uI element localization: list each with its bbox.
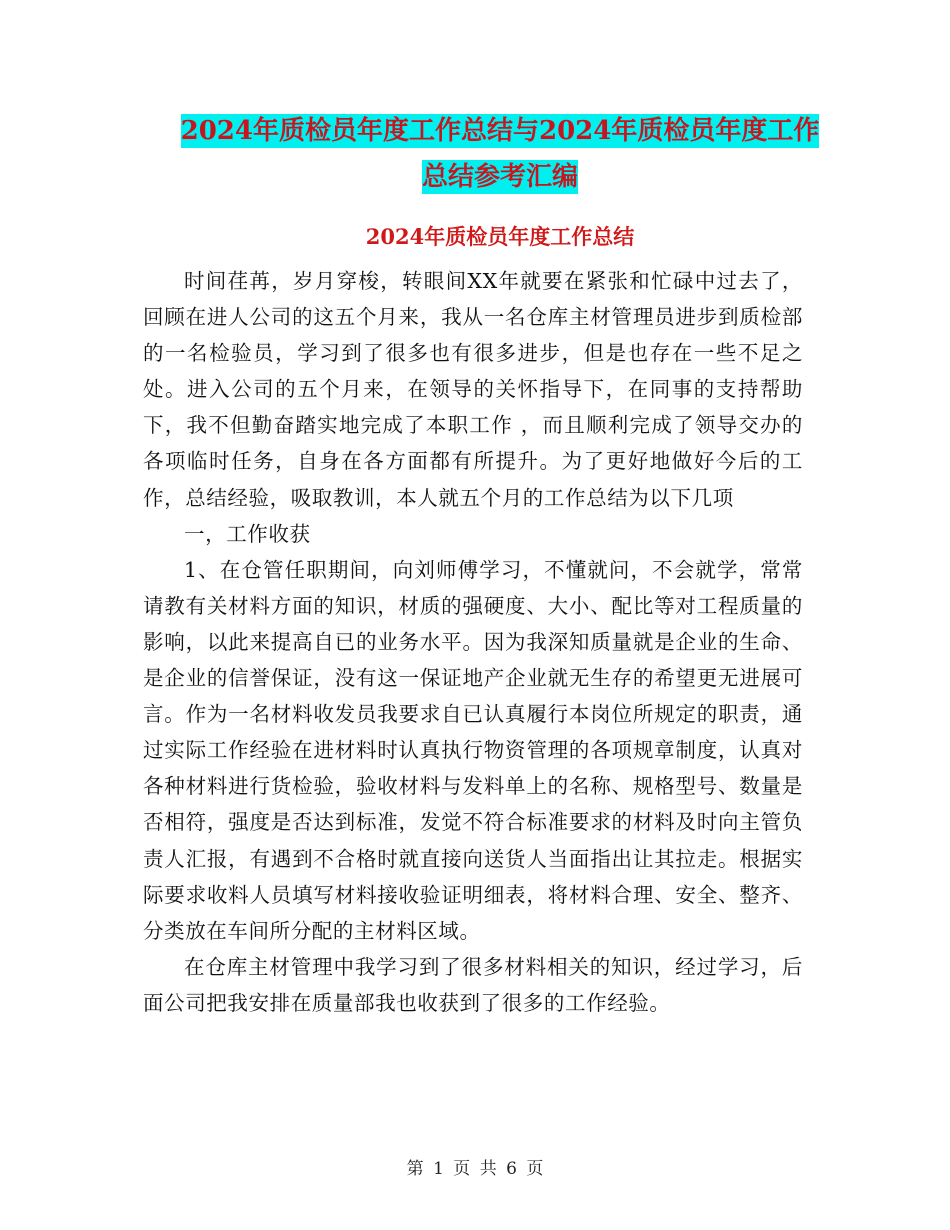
paragraph-heading: 一，工作收获	[184, 521, 311, 546]
paragraph-item-1: 1、在仓管任职期间，向刘师傅学习，不懂就问，不会就学，常常请教有关材料方面的知识，材质的强硬度、大小、配比等对工程质量的影响，以此来提高自已的业务水平。因为我深知质量就是企业的生命、是企业的信誉保证，没有这一保证地产企业就无生存的希望更无进展可言。作为一名材料收发员我要求自已认真履行本岗位所规定的职责，通过实际工作经验在进材料时认真执行物资管理的各项规章制度，认真对各种材料进行货检验，验收材料与发料单上的名称、规格型号、数量是否相符，强度是否达到标准，发觉不符合标准要求的材料及时向主管负责人汇报，有遇到不合格时就直接向送货人当面指出让其拉走。根据实际要求收料人员填写材料接收验证明细表，将材料合理、安全、整齐、分类放在车间所分配的主材料区域。	[143, 557, 803, 943]
section-title: 2024年质检员年度工作总结	[365, 224, 635, 249]
paragraph-closing: 在仓库主材管理中我学习到了很多材料相关的知识，经过学习，后面公司把我安排在质量部我也收获到了很多的工作经验。	[143, 954, 803, 1015]
document-body	[143, 263, 803, 1021]
title-line-2: 总结参考汇编	[421, 162, 578, 192]
title-line-1: 2024年质检员年度工作总结与2024年质检员年度工作	[180, 116, 820, 146]
paragraph-intro: 时间荏苒，岁月穿梭，转眼间XX年就要在紧张和忙碌中过去了，回顾在进人公司的这五个月来，我从一名仓库主材管理员进步到质检部的一名检验员，学习到了很多也有很多进步，但是也存在一些不足之处。进入公司的五个月来，在领导的关怀指导下，在同事的支持帮助下，我不但勤奋踏实地完成了本职工作 ，而且顺利完成了领导交办的各项临时任务，自身在各方面都有所提升。为了更好地做好今后的工作，总结经验，吸取教训，本人就五个月的工作总结为以下几项	[143, 269, 803, 510]
document-title	[140, 108, 860, 200]
page-number-footer: 第 1 页 共 6 页	[406, 1159, 544, 1179]
